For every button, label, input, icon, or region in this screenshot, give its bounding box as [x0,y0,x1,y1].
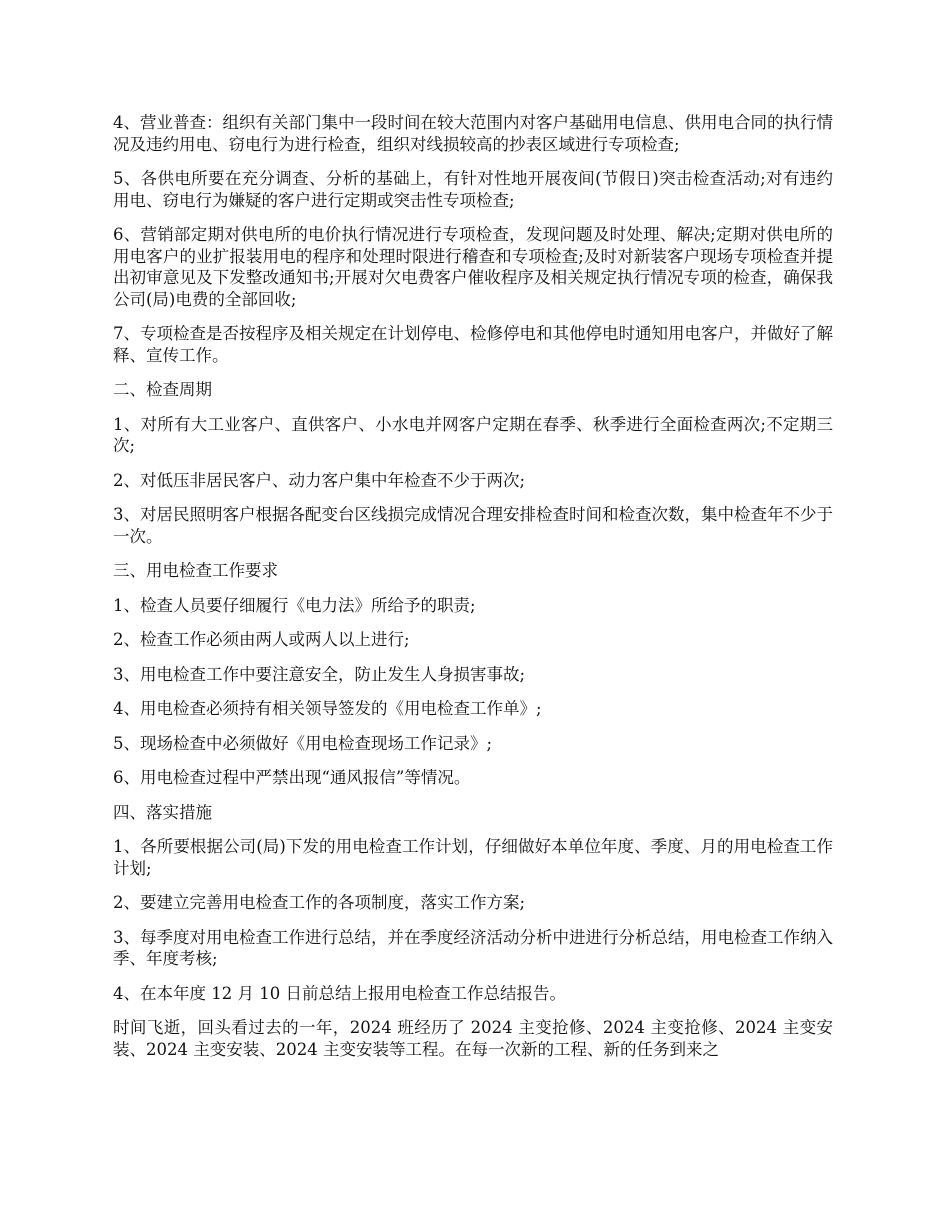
paragraph-requirement-no-tipoff: 6、用电检查过程中严禁出现“通风报信”等情况。 [113,768,471,787]
paragraph-year-review: 时间飞逝，回头看过去的一年，2024 班经历了 2024 主变抢修、2024 主变抢修、2024 主变安装、2024 主变安装、2024 主变安装等工程。在每一次新的工程、新的任务到来之 [113,1018,833,1059]
paragraph-night-inspection: 5、各供电所要在充分调查、分析的基础上，有针对性地开展夜间(节假日)突击检查活动;对有违约用电、窃电行为嫌疑的客户进行定期或突击性专项检查; [113,169,833,210]
paragraph-measure-report: 4、在本年度 12 月 10 日前总结上报用电检查工作总结报告。 [113,983,566,1003]
paragraph-cycle-low-voltage: 2、对低压非居民客户、动力客户集中年检查不少于两次; [113,470,526,490]
paragraph-cycle-residential: 3、对居民照明客户根据各配变台区线损完成情况合理安排检查时间和检查次数，集中检查年不少于一次。 [113,505,833,546]
section-heading-inspection-cycle: 二、检查周期 [113,380,212,399]
paragraph-cycle-industrial: 1、对所有大工业客户、直供客户、小水电并网客户定期在春季、秋季进行全面检查两次;不定期三次; [113,414,833,455]
paragraph-requirement-work-order: 4、用电检查必须持有相关领导签发的《用电检查工作单》; [113,699,542,718]
paragraph-measure-quarterly: 3、每季度对用电检查工作进行总结，并在季度经济活动分析中进进行分析总结，用电检查工作纳入季、年度考核; [113,927,833,968]
paragraph-requirement-safety: 3、用电检查工作中要注意安全，防止发生人身损害事故; [113,664,526,684]
paragraph-measure-system: 2、要建立完善用电检查工作的各项制度，落实工作方案; [113,893,526,912]
paragraph-measure-plan: 1、各所要根据公司(局)下发的用电检查工作计划，仔细做好本单位年度、季度、月的用电检查工作计划; [113,837,833,878]
document-body [113,112,833,1060]
paragraph-requirement-duties: 1、检查人员要仔细履行《电力法》所给予的职责; [113,595,476,615]
paragraph-special-check-notice: 7、专项检查是否按程序及相关规定在计划停电、检修停电和其他停电时通知用电客户，并做好了解释、宣传工作。 [113,324,833,365]
paragraph-requirement-two-people: 2、检查工作必须由两人或两人以上进行; [113,630,410,649]
paragraph-business-census: 4、营业普查：组织有关部门集中一段时间在较大范围内对客户基础用电信息、供用电合同的执行情况及违约用电、窃电行为进行检查，组织对线损较高的抄表区域进行专项检查; [113,113,833,154]
paragraph-marketing-check: 6、营销部定期对供电所的电价执行情况进行专项检查，发现问题及时处理、解决;定期对供电所的用电客户的业扩报装用电的程序和处理时限进行稽查和专项检查;及时对新装客户现场专项检查并提出初审意见及下发整改通知书;开展对欠电费客户催收程序及相关规定执行情况专项的检查，确保我公司(局)电费的全部回收; [113,225,833,309]
section-heading-requirements: 三、用电检查工作要求 [113,561,278,580]
paragraph-requirement-record: 5、现场检查中必须做好《用电检查现场工作记录》; [113,733,493,753]
section-heading-measures: 四、落实措施 [113,802,212,822]
